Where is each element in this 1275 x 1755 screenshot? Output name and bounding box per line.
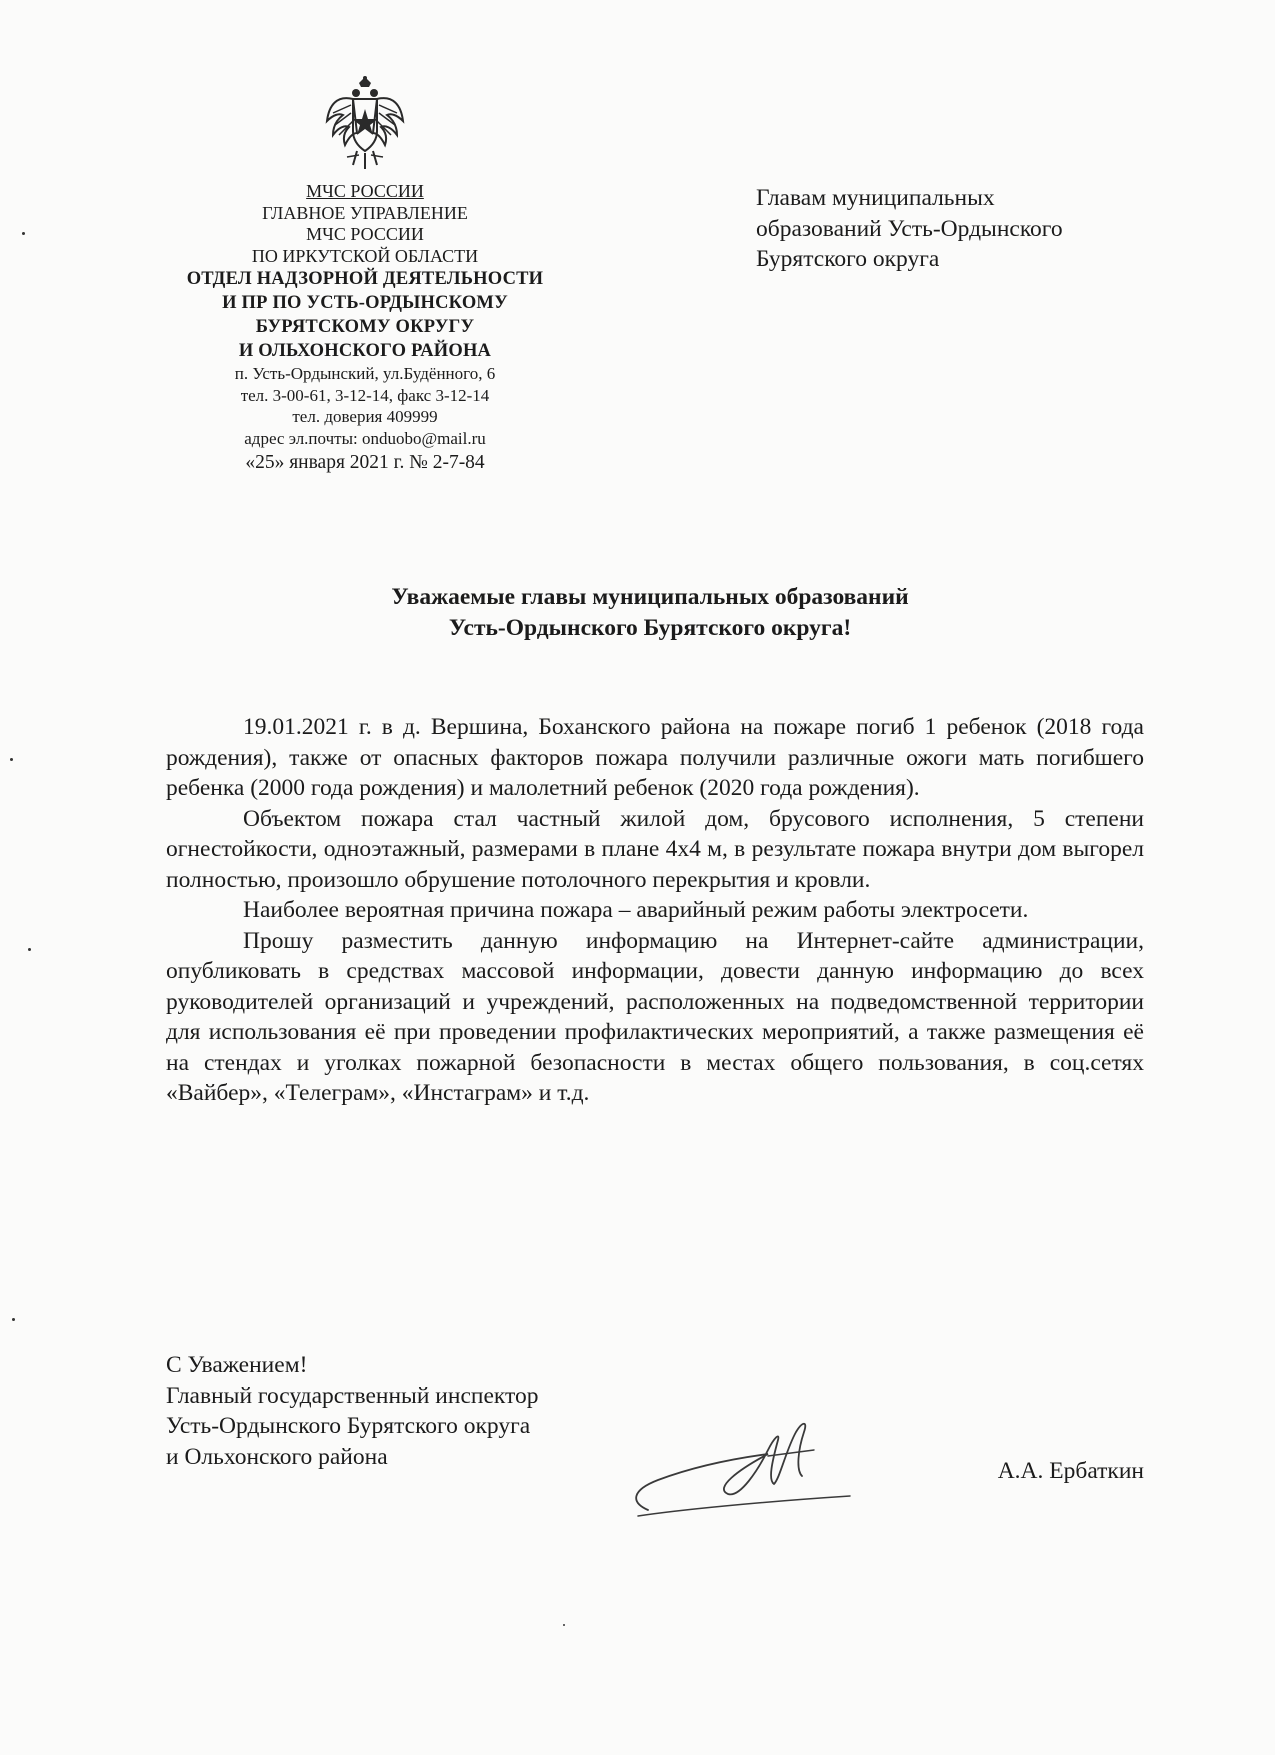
letterhead-address: п. Усть-Ордынский, ул.Будённого, 6 xyxy=(234,364,496,383)
title-line: Уважаемые главы муниципальных образований xyxy=(391,584,909,610)
letterhead-ministry: МЧС РОССИИ xyxy=(306,181,424,201)
letterhead-department: ОТДЕЛ НАДЗОРНОЙ ДЕЯТЕЛЬНОСТИ xyxy=(186,269,544,289)
scan-speck xyxy=(12,1318,15,1321)
letterhead-department: И ПР ПО УСТЬ-ОРДЫНСКОМУ xyxy=(222,293,508,313)
scan-speck xyxy=(10,758,13,761)
letterhead-date-number: «25» января 2021 г. № 2-7-84 xyxy=(245,452,485,473)
letterhead-line: ГЛАВНОЕ УПРАВЛЕНИЕ xyxy=(262,202,468,223)
body-paragraph: Прошу разместить данную информацию на Интернет-сайте администрации, опубликовать в средствах массовой информации, довести данную информацию до всех руководителей организаций и учреждений, расположенных на подведомственной территории для использования её при проведении профилактических мероприятий, а также размещения её на стендах и уголках пожарной безопасности в местах общего пользования, в соц.сетях «Вайбер», «Телеграм», «Инстаграм» и т.д. xyxy=(166,927,1144,1106)
letterhead-hotline: тел. доверия 409999 xyxy=(292,407,438,426)
closing-position: Усть-Ордынского Бурятского округа xyxy=(166,1413,531,1439)
title-line: Усть-Ордынского Бурятского округа! xyxy=(448,615,852,641)
closing-block xyxy=(166,1350,686,1472)
addressee-line: Бурятского округа xyxy=(756,246,940,272)
closing-position: Главный государственный инспектор xyxy=(166,1382,539,1409)
letterhead-department: И ОЛЬХОНСКОГО РАЙОНА xyxy=(238,341,492,361)
letter-title xyxy=(150,582,1150,644)
signer-name: А.А. Ербаткин xyxy=(997,1458,1144,1484)
addressee-block xyxy=(756,183,1176,275)
addressee-line: Главам муниципальных xyxy=(756,185,995,211)
addressee-line: образований Усть-Ордынского xyxy=(756,215,1063,242)
letter-body xyxy=(166,712,1144,1109)
body-paragraph: Объектом пожара стал частный жилой дом, брусового исполнения, 5 степени огнестойкости, одноэтажный, размерами в плане 4х4 м, в результате пожара внутри дом выгорел полностью, произошло обрушение потолочного перекрытия и кровли. xyxy=(166,805,1144,893)
letterhead-department: БУРЯТСКОМУ ОКРУГУ xyxy=(255,317,475,337)
body-paragraph: Наиболее вероятная причина пожара – аварийный режим работы электросети. xyxy=(243,897,1029,923)
letterhead-email: адрес эл.почты: onduobo@mail.ru xyxy=(244,428,486,448)
closing-position: и Ольхонского района xyxy=(166,1443,388,1470)
letterhead-phones: тел. 3-00-61, 3-12-14, факс 3-12-14 xyxy=(240,385,490,405)
emch-emblem-icon xyxy=(323,75,407,171)
scan-speck xyxy=(28,948,31,951)
handwritten-signature-icon xyxy=(618,1410,868,1525)
letterhead xyxy=(150,75,580,475)
scan-speck xyxy=(22,232,25,235)
closing-greeting: С Уважением! xyxy=(166,1352,308,1378)
letterhead-line: МЧС РОССИИ xyxy=(306,224,424,244)
letterhead-line: ПО ИРКУТСКОЙ ОБЛАСТИ xyxy=(251,245,479,266)
scan-speck xyxy=(563,1624,565,1626)
body-paragraph: 19.01.2021 г. в д. Вершина, Боханского района на пожаре погиб 1 ребенок (2018 года рождения), также от опасных факторов пожара получили различные ожоги мать погибшего ребенка (2000 года рождения) и малолетний ребенок (2020 года рождения). xyxy=(166,714,1144,801)
